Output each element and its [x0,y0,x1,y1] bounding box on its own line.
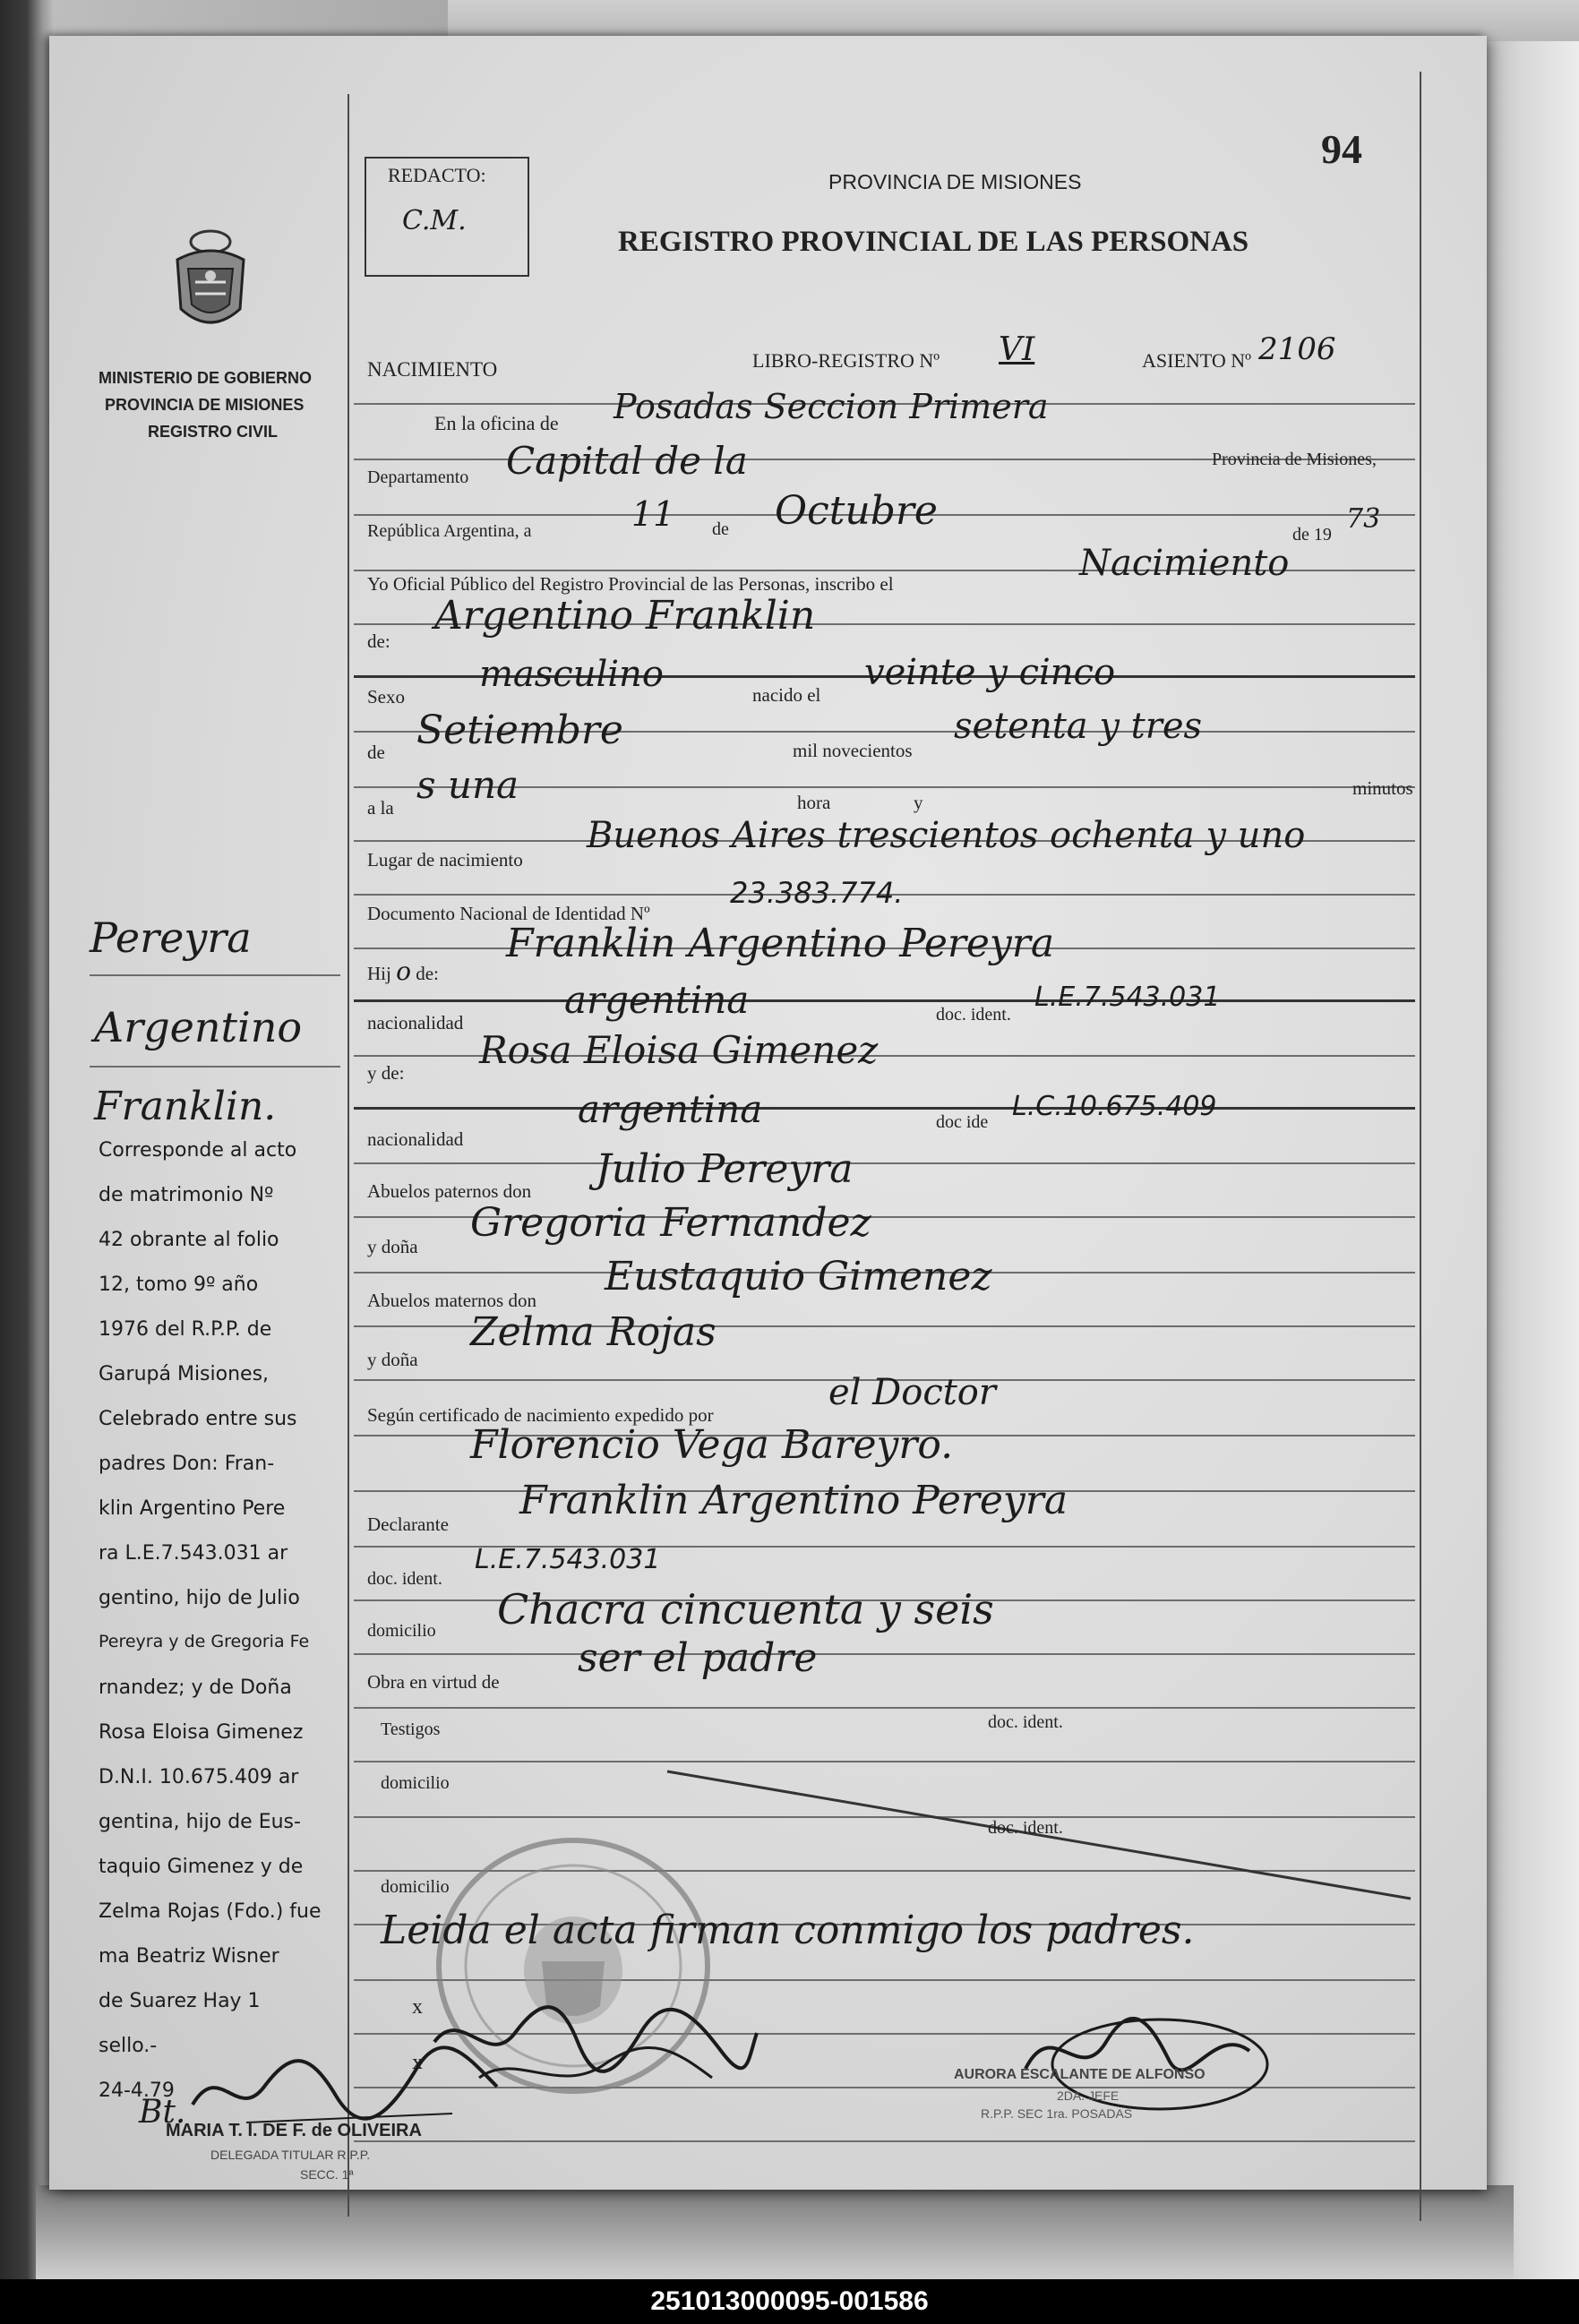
note-line: Celebrado entre sus [99,1408,297,1430]
declarante-doc: L.E.7.543.031 [475,1544,661,1575]
note-line: gentino, hijo de Julio [99,1587,300,1609]
note-line: Zelma Rojas (Fdo.) fue [99,1900,322,1923]
redacto-box [365,157,529,277]
left-official-name: MARIA T. I. DE F. de OLIVEIRA [166,2121,422,2140]
doc-ident-label-4: doc. ident. [988,1712,1063,1732]
mil-label: mil novecientos [793,740,913,761]
sexo-label: Sexo [367,686,405,707]
dni-label: Documento Nacional de Identidad Nº [367,903,650,924]
note-line: ra L.E.7.543.031 ar [99,1542,288,1565]
margin-rule-left [348,94,349,2217]
segun-value: el Doctor [828,1372,997,1413]
note-line: 42 obrante al folio [99,1229,279,1251]
asiento-label: ASIENTO Nº [1142,349,1251,372]
ministry-line-2: PROVINCIA DE MISIONES [105,396,305,414]
padre-value: Franklin Argentino Pereyra [506,921,1055,966]
rule-line [354,1707,1415,1709]
hijo-suffix: o [396,956,411,986]
nacionalidad-label: nacionalidad [367,1012,464,1033]
note-line: de matrimonio Nº [99,1184,274,1206]
minutos-label: minutos [1352,777,1413,799]
margin-rule-right [1420,72,1421,2221]
ministry-line-3: REGISTRO CIVIL [148,423,279,441]
madre-nacionalidad: argentina [578,1087,763,1131]
oficina-value: Posadas Seccion Primera [614,387,1049,426]
nacido-value: veinte y cinco [864,652,1116,693]
note-line: Pereyra y de Gregoria Fe [99,1632,310,1651]
hora-value: s una [416,763,519,807]
right-official-role: 2DA. JEFE [1057,2088,1120,2103]
book-bottom-edge [36,2185,1514,2279]
page-number: 94 [1321,126,1362,172]
right-official-section: R.P.P. SEC 1ra. POSADAS [981,2106,1133,2121]
mil-value: setenta y tres [954,706,1203,747]
nacido-label: nacido el [752,684,821,706]
inscribo-value: Nacimiento [1079,543,1290,584]
margin-rule [90,1066,340,1068]
margin-name-line-1: Pereyra [90,913,252,962]
y-de-label: y de: [367,1062,405,1084]
note-line: de Suarez Hay 1 [99,1990,261,2012]
mes-value: Octubre [775,488,938,534]
de3-label: de [367,742,385,763]
libro-label: LIBRO-REGISTRO Nº [752,349,940,372]
lugar-label: Lugar de nacimiento [367,849,523,870]
dia-value: 11 [631,494,675,534]
domicilio-value: Chacra cincuenta y seis [497,1585,994,1634]
registrar-signature [990,1988,1285,2122]
declarante-value: Franklin Argentino Pereyra [519,1478,1068,1523]
doc-ident-label-2: doc ide [936,1112,989,1132]
y-dona-label: y doña [367,1236,418,1257]
abuelo-paterno-value: Julio Pereyra [596,1146,854,1192]
madre-value: Rosa Eloisa Gimenez [479,1028,879,1072]
domicilio-label: domicilio [367,1621,436,1641]
note-line: taquio Gimenez y de [99,1856,304,1878]
abuelo-materno-value: Eustaquio Gimenez [605,1254,992,1299]
note-line: sello.- [99,2035,158,2057]
testigos-label: Testigos [381,1719,441,1739]
departamento-value: Capital de la [506,439,748,483]
nacimiento-label: NACIMIENTO [367,358,498,381]
province-heading: PROVINCIA DE MISIONES [828,170,1082,193]
note-line: Garupá Misiones, [99,1363,270,1385]
obra-label: Obra en virtud de [367,1671,500,1693]
provincia-label: Provincia de Misiones, [1212,450,1377,469]
note-line: padres Don: Fran- [99,1453,275,1475]
hijo-label [367,956,439,986]
doc-ident-label-3: doc. ident. [367,1569,442,1589]
dni-value: 23.383.774. [730,876,904,910]
x-mark-1: x [412,1995,423,2019]
note-line: 1976 del R.P.P. de [99,1318,272,1341]
de-anio-label: de 19 [1292,525,1332,545]
abuela-paterna-value: Gregoria Fernandez [470,1200,871,1246]
abuelos-maternos-label: Abuelos maternos don [367,1290,536,1311]
lugar-value: Buenos Aires trescientos ochenta y uno [587,815,1306,856]
coat-of-arms-icon [161,224,260,340]
asiento-value: 2106 [1258,331,1336,367]
x-mark-2: x [412,2051,423,2074]
registry-page [49,36,1487,2190]
departamento-label: Departamento [367,467,469,487]
hora-label: hora [797,792,831,813]
registry-title: REGISTRO PROVINCIAL DE LAS PERSONAS [618,226,1249,258]
margin-name-line-3: Franklin. [94,1084,277,1129]
segun-label: Según certificado de nacimiento expedido por [367,1404,714,1426]
republica-label: República Argentina, a [367,521,532,541]
libro-value: VI [999,331,1035,368]
hijo-label-text: Hij [367,963,391,984]
hijo-de-label: de: [416,963,439,984]
rule-line [354,1162,1415,1164]
nacido-mes-value: Setiembre [416,707,623,753]
document-id: 251013000095-001586 [650,2286,929,2316]
y-dona-label-2: y doña [367,1349,418,1370]
sexo-value: masculino [479,654,664,695]
doctor-value: Florencio Vega Bareyro. [470,1422,954,1468]
left-official-section: SECC. 1ª [300,2167,354,2182]
padre-nacionalidad: argentina [564,978,750,1022]
note-line: klin Argentino Pere [99,1497,286,1520]
rule-line [354,999,1415,1002]
rule-line [354,1107,1415,1110]
rule-line [354,2140,1415,2142]
note-line: ma Beatriz Wisner [99,1945,279,1968]
madre-doc: L.C.10.675.409 [1012,1091,1217,1122]
note-line: 12, tomo 9º año [99,1273,259,1296]
doc-ident-label-5: doc. ident. [988,1818,1063,1838]
anio-value: 73 [1346,503,1381,535]
note-line: Corresponde al acto [99,1139,297,1162]
doc-ident-label: doc. ident. [936,1005,1011,1025]
nacionalidad-label-2: nacionalidad [367,1128,464,1150]
yo-oficial-label: Yo Oficial Público del Registro Provincial de las Personas, inscribo el [367,573,894,595]
redacto-value: C.M. [402,205,467,236]
oficina-label: En la oficina de [434,412,559,434]
nombre-value: Argentino Franklin [434,593,816,639]
note-line: gentina, hijo de Eus- [99,1811,301,1833]
y-label: y [914,792,923,813]
note-line: rnandez; y de Doña [99,1677,292,1699]
abuelos-paternos-label: Abuelos paternos don [367,1180,532,1202]
note-line: 24-4.79 [99,2080,175,2102]
margin-rule [90,974,340,976]
redacto-label: REDACTO: [388,164,486,186]
de-label: de [712,519,729,539]
rule-line [354,1653,1415,1655]
rule-line [354,1761,1415,1762]
obra-value: ser el padre [578,1635,818,1681]
ministry-line-1: MINISTERIO DE GOBIERNO [99,369,313,387]
right-official-name: AURORA ESCALANTE DE ALFONSO [954,2067,1206,2082]
note-line: Rosa Eloisa Gimenez [99,1721,304,1744]
padre-doc: L.E.7.543.031 [1034,982,1221,1013]
abuela-materna-value: Zelma Rojas [470,1309,717,1355]
domicilio-label-3: domicilio [381,1877,450,1897]
ala-label: a la [367,797,394,819]
note-line: D.N.I. 10.675.409 ar [99,1766,299,1788]
bt-mark: Bt. [139,2094,186,2131]
domicilio-label-2: domicilio [381,1773,450,1793]
margin-name-line-2: Argentino [94,1003,303,1051]
left-official-role: DELEGADA TITULAR R.P.P. [210,2148,371,2162]
declarante-label: Declarante [367,1514,449,1535]
de2-label: de: [367,630,390,652]
leida-value: Leida el acta firman conmigo los padres. [381,1908,1195,1953]
